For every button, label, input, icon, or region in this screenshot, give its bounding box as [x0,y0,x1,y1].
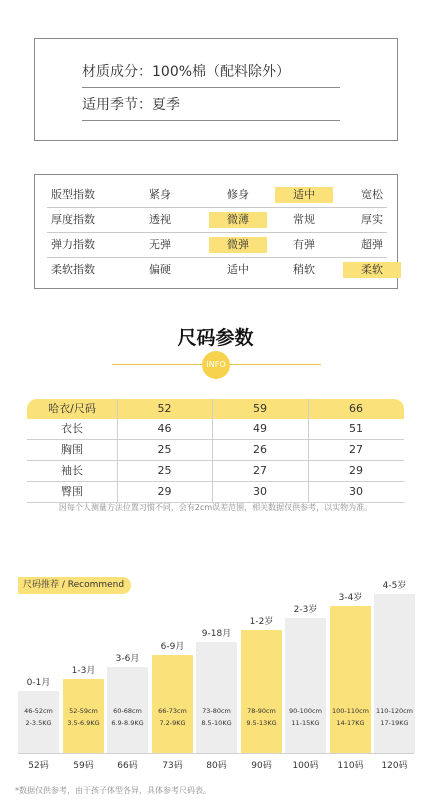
bar-height-range: 52-59cm [69,707,98,715]
bar-size-label: 100码 [292,761,319,771]
table-cell: 30 [349,485,363,498]
bar-age-label: 6-9月 [160,642,185,652]
bar-weight-range: 9.5-13KG [246,719,277,727]
table-cell: 25 [157,464,172,477]
bar-size-label: 120码 [381,761,408,771]
chart-baseline [18,753,414,754]
bar-weight-range: 6.9-8.9KG [111,719,144,727]
bar-height-range: 78-90cm [247,707,276,715]
bar-age-label: 1-2岁 [249,617,274,627]
bar-weight-range: 14-17KG [336,719,365,727]
info-badge: INFO [202,351,230,379]
bar-age-label: 0-1月 [26,678,51,688]
bar-height-range: 46-52cm [24,707,53,715]
fit-option: 无弹 [149,238,171,251]
bar-age-label: 3-6月 [115,654,140,664]
fit-row-name: 柔软指数 [51,263,95,276]
table-cell: 25 [157,443,172,456]
bar-size-label: 80码 [206,761,227,771]
table-cell: 30 [253,485,267,498]
fit-option: 超弹 [361,238,383,251]
fit-option: 透视 [149,213,171,226]
header-cell: 52 [157,402,172,415]
bar-size-label: 59码 [73,761,94,771]
bar-weight-range: 7.2-9KG [159,719,186,727]
size-table-note: 因每个人测量方法位置习惯不同，会有2cm误差范围，相关数据仅供参考，以实物为准。 [58,503,373,512]
fit-option: 稍软 [293,263,315,276]
fit-option: 紧身 [149,188,171,201]
fit-option: 微薄 [227,213,249,226]
material-composition: 材质成分：100%棉（配料除外） [82,64,291,80]
bar-height-range: 66-73cm [158,707,187,715]
recommend-bar [285,605,326,753]
fit-option: 微弹 [227,238,249,251]
bar-weight-range: 2-3.5KG [25,719,52,727]
bar-height-range: 90-100cm [289,707,322,715]
bar-age-label: 4-5岁 [382,581,407,591]
bar-weight-range: 8.5-10KG [201,719,232,727]
fit-option: 厚实 [361,213,383,226]
recommend-bar [107,654,148,753]
fit-option: 适中 [293,188,315,201]
table-cell: 胸围 [61,443,83,456]
recommend-bar [330,593,371,753]
fit-row-name: 版型指数 [51,188,95,201]
bar-age-label: 3-4岁 [338,593,363,603]
fit-option: 适中 [227,263,249,276]
table-cell: 51 [349,422,363,435]
table-cell: 27 [253,464,267,477]
table-cell: 衣长 [61,422,83,435]
bar-age-label: 9-18月 [201,629,232,639]
fit-option: 柔软 [361,263,383,276]
recommend-bar [196,629,237,753]
table-cell: 29 [349,464,363,477]
table-cell: 臀围 [61,485,83,498]
bar-size-label: 52码 [28,761,49,771]
bar-height-range: 100-110cm [331,707,370,715]
recommend-bar [152,642,193,753]
bar-size-label: 73码 [162,761,183,771]
recommend-bar [241,617,282,753]
table-cell: 49 [253,422,267,435]
bar-weight-range: 17-19KG [380,719,409,727]
bar-height-range: 60-68cm [113,707,142,715]
bar-height-range: 110-120cm [375,707,414,715]
bar-size-label: 110码 [337,761,364,771]
bar-weight-range: 11-15KG [291,719,320,727]
bar-age-label: 2-3岁 [293,605,318,615]
bar-height-range: 73-80cm [202,707,231,715]
table-cell: 26 [253,443,267,456]
recommend-label: 尺码推荐 / Recommend [18,577,131,594]
fit-option: 偏硬 [149,263,171,276]
bar-age-label: 1-3月 [71,666,96,676]
recommend-bar [63,666,104,753]
applicable-season: 适用季节：夏季 [82,97,180,113]
recommend-footnote: *数据仅供参考，由于孩子体型各异，具体参考尺码表。 [15,786,211,795]
table-cell: 袖长 [61,464,83,477]
bar-size-label: 66码 [117,761,138,771]
fit-option: 常规 [293,213,315,226]
recommend-bar [18,678,59,753]
bar-weight-range: 3.5-6.9KG [67,719,100,727]
table-cell: 46 [157,422,172,435]
bar-size-label: 90码 [251,761,272,771]
fit-option: 有弹 [293,238,315,251]
recommend-bar [374,581,415,753]
header-cell: 59 [253,402,267,415]
table-cell: 29 [157,485,172,498]
header-cell: 哈衣/尺码 [48,402,96,415]
fit-row-name: 弹力指数 [51,238,95,251]
fit-row-name: 厚度指数 [51,213,95,226]
header-cell: 66 [349,402,363,415]
fit-option: 宽松 [361,188,383,201]
table-cell: 27 [349,443,363,456]
size-section-title: 尺码参数 [177,327,254,349]
fit-option: 修身 [227,188,249,201]
